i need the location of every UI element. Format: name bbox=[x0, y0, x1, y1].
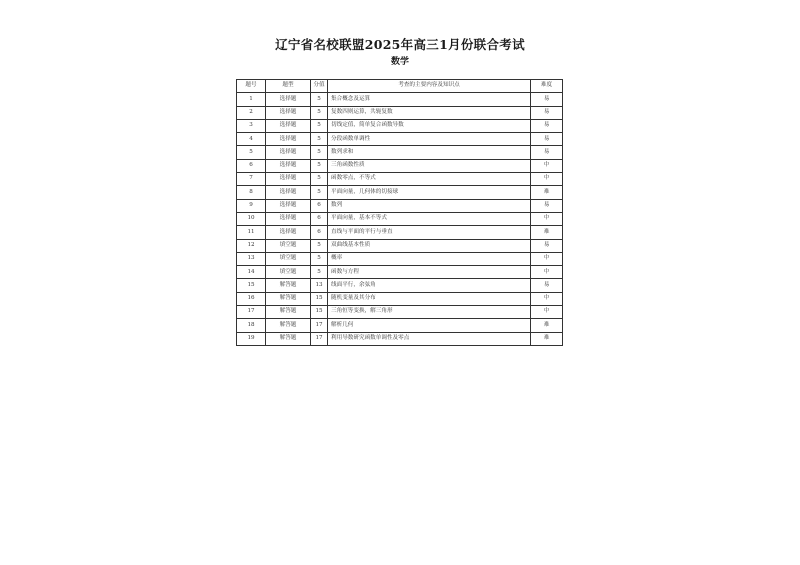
table-row bbox=[237, 226, 563, 239]
cell-question-type: 选择题 bbox=[266, 186, 311, 199]
document-title: 辽宁省名校联盟2025年高三1月份联合考试 bbox=[275, 37, 525, 52]
cell-question-type: 选择题 bbox=[266, 106, 311, 119]
cell-question-type: 选择题 bbox=[266, 212, 311, 225]
cell-difficulty: 易 bbox=[531, 133, 563, 146]
cell-difficulty: 中 bbox=[531, 266, 563, 279]
cell-question-type: 解答题 bbox=[266, 292, 311, 305]
cell-difficulty: 易 bbox=[531, 239, 563, 252]
table-row bbox=[237, 332, 563, 345]
cell-content: 平面向量，几何体的切接球 bbox=[328, 186, 531, 199]
header-question-type: 题型 bbox=[266, 80, 311, 93]
cell-score: 5 bbox=[311, 133, 328, 146]
cell-content: 随机变量及其分布 bbox=[328, 292, 531, 305]
cell-question-type: 选择题 bbox=[266, 133, 311, 146]
table-row bbox=[237, 119, 563, 132]
table-row bbox=[237, 212, 563, 225]
cell-content: 复数四则运算，共轭复数 bbox=[328, 106, 531, 119]
cell-content: 线面平行，余弦角 bbox=[328, 279, 531, 292]
cell-content: 分段函数单调性 bbox=[328, 133, 531, 146]
cell-difficulty: 中 bbox=[531, 306, 563, 319]
cell-score: 15 bbox=[311, 292, 328, 305]
table-row bbox=[237, 252, 563, 265]
cell-content: 概率 bbox=[328, 252, 531, 265]
cell-question-number: 17 bbox=[237, 306, 266, 319]
subject-subtitle: 数学 bbox=[390, 57, 409, 67]
cell-content: 三角函数性质 bbox=[328, 159, 531, 172]
header-question-number: 题号 bbox=[237, 80, 266, 93]
cell-score: 5 bbox=[311, 266, 328, 279]
header-difficulty: 难度 bbox=[531, 80, 563, 93]
cell-content: 双曲线基本性质 bbox=[328, 239, 531, 252]
table-row bbox=[237, 306, 563, 319]
cell-score: 6 bbox=[311, 212, 328, 225]
cell-score: 17 bbox=[311, 319, 328, 332]
cell-score: 5 bbox=[311, 119, 328, 132]
cell-question-type: 解答题 bbox=[266, 319, 311, 332]
cell-score: 5 bbox=[311, 146, 328, 159]
header-content: 考查的主要内容及知识点 bbox=[328, 80, 531, 93]
cell-score: 5 bbox=[311, 173, 328, 186]
cell-question-number: 10 bbox=[237, 212, 266, 225]
table-row bbox=[237, 279, 563, 292]
cell-question-number: 8 bbox=[237, 186, 266, 199]
cell-question-type: 选择题 bbox=[266, 173, 311, 186]
cell-difficulty: 易 bbox=[531, 199, 563, 212]
cell-question-type: 选择题 bbox=[266, 159, 311, 172]
cell-question-number: 19 bbox=[237, 332, 266, 345]
cell-content: 解析几何 bbox=[328, 319, 531, 332]
cell-difficulty: 易 bbox=[531, 106, 563, 119]
cell-question-type: 选择题 bbox=[266, 119, 311, 132]
table-row bbox=[237, 93, 563, 106]
cell-score: 5 bbox=[311, 239, 328, 252]
table-row bbox=[237, 159, 563, 172]
table-row bbox=[237, 292, 563, 305]
cell-question-type: 选择题 bbox=[266, 226, 311, 239]
cell-difficulty: 中 bbox=[531, 173, 563, 186]
cell-question-number: 12 bbox=[237, 239, 266, 252]
cell-difficulty: 中 bbox=[531, 252, 563, 265]
table-row bbox=[237, 199, 563, 212]
cell-question-type: 填空题 bbox=[266, 266, 311, 279]
cell-score: 17 bbox=[311, 332, 328, 345]
table-row bbox=[237, 106, 563, 119]
table-row bbox=[237, 146, 563, 159]
cell-score: 5 bbox=[311, 252, 328, 265]
cell-question-number: 2 bbox=[237, 106, 266, 119]
cell-difficulty: 易 bbox=[531, 93, 563, 106]
cell-question-number: 11 bbox=[237, 226, 266, 239]
table-row bbox=[237, 239, 563, 252]
cell-question-type: 解答题 bbox=[266, 279, 311, 292]
cell-question-number: 6 bbox=[237, 159, 266, 172]
cell-content: 利用导数研究函数单调性及零点 bbox=[328, 332, 531, 345]
cell-difficulty: 难 bbox=[531, 319, 563, 332]
cell-question-type: 选择题 bbox=[266, 199, 311, 212]
cell-score: 5 bbox=[311, 186, 328, 199]
cell-question-type: 填空题 bbox=[266, 252, 311, 265]
table-row bbox=[237, 186, 563, 199]
cell-question-number: 3 bbox=[237, 119, 266, 132]
cell-difficulty: 易 bbox=[531, 279, 563, 292]
table-body bbox=[237, 93, 563, 346]
cell-difficulty: 中 bbox=[531, 212, 563, 225]
cell-content: 平面向量，基本不等式 bbox=[328, 212, 531, 225]
exam-spec-table bbox=[236, 79, 563, 346]
table-header-row bbox=[237, 80, 563, 93]
cell-question-number: 14 bbox=[237, 266, 266, 279]
cell-difficulty: 难 bbox=[531, 226, 563, 239]
cell-question-type: 解答题 bbox=[266, 306, 311, 319]
cell-score: 6 bbox=[311, 226, 328, 239]
cell-score: 13 bbox=[311, 279, 328, 292]
cell-content: 切线定值，简单复合函数导数 bbox=[328, 119, 531, 132]
table-row bbox=[237, 266, 563, 279]
cell-score: 5 bbox=[311, 159, 328, 172]
cell-content: 三角恒等变换，解三角形 bbox=[328, 306, 531, 319]
cell-difficulty: 易 bbox=[531, 119, 563, 132]
cell-question-number: 5 bbox=[237, 146, 266, 159]
cell-score: 5 bbox=[311, 106, 328, 119]
cell-question-number: 15 bbox=[237, 279, 266, 292]
cell-difficulty: 难 bbox=[531, 186, 563, 199]
table-row bbox=[237, 133, 563, 146]
cell-question-type: 选择题 bbox=[266, 93, 311, 106]
cell-difficulty: 中 bbox=[531, 159, 563, 172]
table-row bbox=[237, 173, 563, 186]
cell-score: 6 bbox=[311, 199, 328, 212]
cell-question-type: 解答题 bbox=[266, 332, 311, 345]
cell-content: 集合概念及运算 bbox=[328, 93, 531, 106]
cell-question-number: 9 bbox=[237, 199, 266, 212]
cell-question-type: 选择题 bbox=[266, 146, 311, 159]
cell-score: 5 bbox=[311, 93, 328, 106]
cell-question-number: 16 bbox=[237, 292, 266, 305]
cell-content: 直线与平面的平行与垂直 bbox=[328, 226, 531, 239]
cell-question-type: 填空题 bbox=[266, 239, 311, 252]
cell-question-number: 1 bbox=[237, 93, 266, 106]
cell-difficulty: 易 bbox=[531, 146, 563, 159]
cell-content: 函数零点，不等式 bbox=[328, 173, 531, 186]
cell-question-number: 4 bbox=[237, 133, 266, 146]
cell-content: 数列 bbox=[328, 199, 531, 212]
table-row bbox=[237, 319, 563, 332]
cell-score: 15 bbox=[311, 306, 328, 319]
cell-difficulty: 中 bbox=[531, 292, 563, 305]
cell-content: 数列求和 bbox=[328, 146, 531, 159]
header-score: 分值 bbox=[311, 80, 328, 93]
cell-question-number: 13 bbox=[237, 252, 266, 265]
cell-question-number: 18 bbox=[237, 319, 266, 332]
cell-content: 函数与方程 bbox=[328, 266, 531, 279]
cell-question-number: 7 bbox=[237, 173, 266, 186]
cell-difficulty: 难 bbox=[531, 332, 563, 345]
